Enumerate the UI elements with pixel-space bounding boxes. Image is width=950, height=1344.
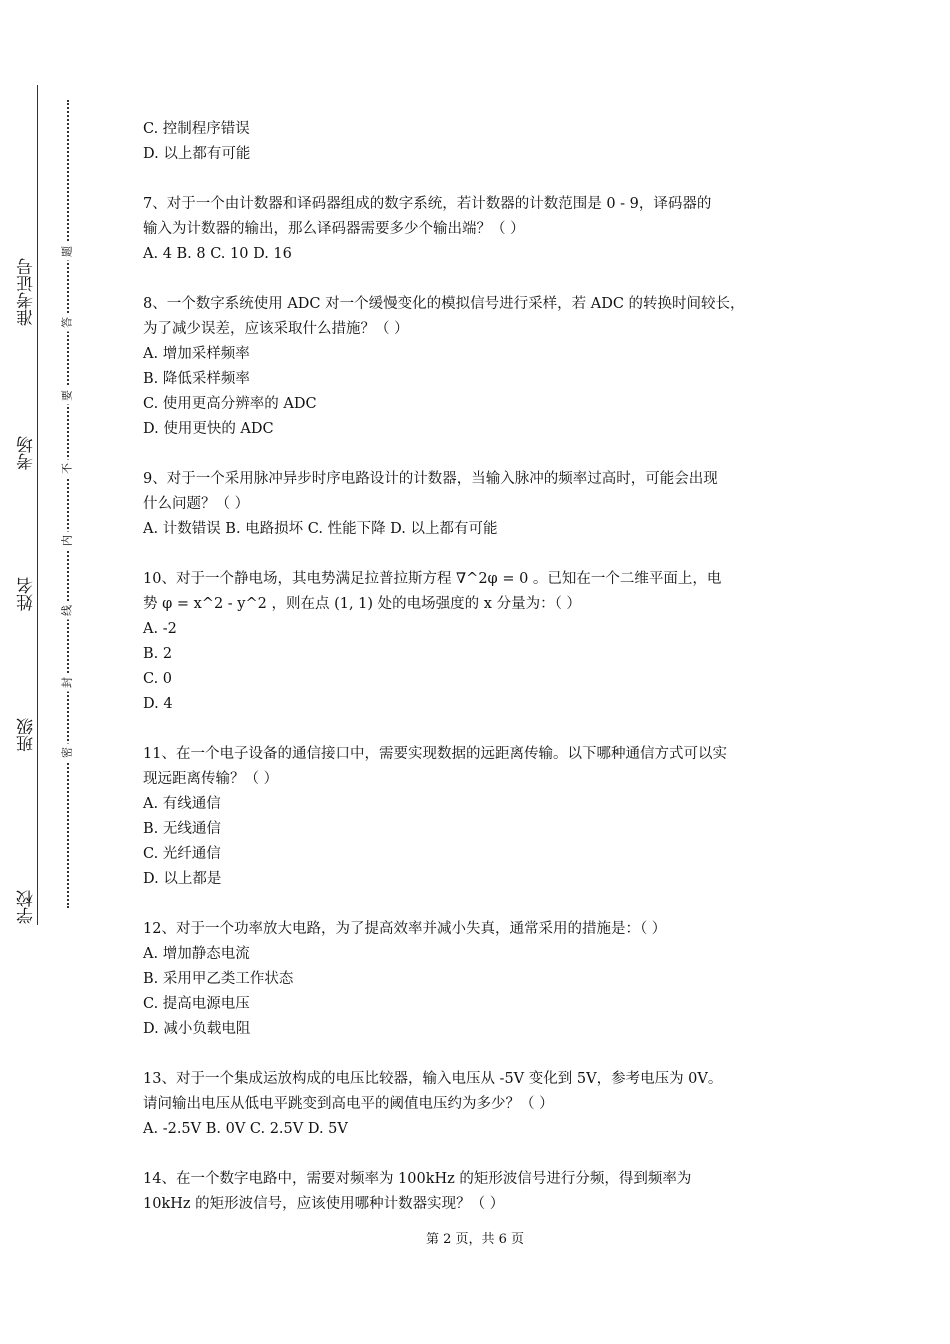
- question-stem: 什么问题？（ ）: [143, 496, 250, 512]
- seal-char: 封: [62, 674, 73, 692]
- class-label: 班级: [17, 718, 37, 752]
- school-label: 学校: [17, 890, 37, 924]
- exam-id-label: 准考证号: [17, 258, 37, 326]
- question-14: [143, 1167, 833, 1217]
- question-7: [143, 192, 833, 267]
- question-stem: 13、对于一个集成运放构成的电压比较器，输入电压从 -5V 变化到 5V，参考电压为 0V。: [143, 1071, 723, 1087]
- question-9: [143, 467, 833, 542]
- option-b: B. 2: [143, 646, 173, 662]
- question-stem: 14、在一个数字电路中，需要对频率为 100kHz 的矩形波信号进行分频，得到频率为: [143, 1171, 692, 1187]
- exam-room-label: 考场: [17, 436, 37, 470]
- question-stem: 现远距离传输？（ ）: [143, 771, 279, 787]
- option-c: C. 使用更高分辨率的 ADC: [143, 396, 317, 412]
- option-b: B. 无线通信: [143, 821, 221, 837]
- seal-char: 线: [62, 602, 73, 620]
- option-c: C. 0: [143, 671, 173, 687]
- option-c: C. 提高电源电压: [143, 996, 250, 1012]
- question-list: [143, 117, 833, 1217]
- name-label: 姓名: [17, 577, 37, 611]
- question-stem: 10kHz 的矩形波信号，应该使用哪种计数器实现？（ ）: [143, 1196, 505, 1212]
- question-stem: 7、对于一个由计数器和译码器组成的数字系统，若计数器的计数范围是 0 - 9，译码器的: [143, 196, 712, 212]
- question-stem: 10、对于一个静电场，其电势满足拉普拉斯方程 ∇^2φ = 0 。已知在一个二维平面上，电: [143, 571, 722, 587]
- question-12: [143, 917, 833, 1042]
- option-line: A. 4 B. 8 C. 10 D. 16: [143, 246, 292, 262]
- seal-char: 内: [62, 532, 73, 550]
- question-stem: 为了减少误差，应该采取什么措施？（ ）: [143, 321, 409, 337]
- option-c: C. 光纤通信: [143, 846, 221, 862]
- option-a: A. 增加采样频率: [143, 346, 250, 362]
- question-11: [143, 742, 833, 892]
- question-stem: 12、对于一个功率放大电路，为了提高效率并减小失真，通常采用的措施是：（ ）: [143, 921, 667, 937]
- seal-char: 答: [62, 314, 73, 332]
- seal-char: 题: [62, 243, 73, 261]
- binding-margin: [0, 0, 90, 1344]
- question-stem: 请问输出电压从低电平跳变到高电平的阈值电压约为多少？（ ）: [143, 1096, 554, 1112]
- option-d: D. 4: [143, 696, 173, 712]
- question-stem: 9、对于一个采用脉冲异步时序电路设计的计数器，当输入脉冲的频率过高时，可能会出现: [143, 471, 718, 487]
- question-stem: 势 φ = x^2 - y^2 ，则在点 (1, 1) 处的电场强度的 x 分量为：（ ）: [143, 596, 581, 612]
- seal-dotted-line: [67, 100, 69, 908]
- question-10: [143, 567, 833, 717]
- question-8: [143, 292, 833, 442]
- binding-solid-line: [37, 85, 38, 925]
- option-a: A. 增加静态电流: [143, 946, 250, 962]
- question-stem: 输入为计数器的输出，那么译码器需要多少个输出端？（ ）: [143, 221, 525, 237]
- option-line: A. 计数错误 B. 电路损坏 C. 性能下降 D. 以上都有可能: [143, 521, 498, 537]
- question-stem: 8、一个数字系统使用 ADC 对一个缓慢变化的模拟信号进行采样，若 ADC 的转换时间较长，: [143, 296, 745, 312]
- question-13: [143, 1067, 833, 1142]
- option-d: D. 以上都是: [143, 871, 222, 887]
- option-b: B. 采用甲乙类工作状态: [143, 971, 294, 987]
- seal-char: 密: [62, 744, 73, 762]
- page-number: 第 2 页，共 6 页: [425, 1232, 525, 1247]
- option-a: A. -2: [143, 621, 177, 637]
- question-stem: 11、在一个电子设备的通信接口中，需要实现数据的远距离传输。以下哪种通信方式可以实: [143, 746, 727, 762]
- option-line: D. 以上都有可能: [143, 146, 251, 162]
- option-a: A. 有线通信: [143, 796, 221, 812]
- option-b: B. 降低采样频率: [143, 371, 250, 387]
- seal-char: 不: [62, 460, 73, 478]
- option-line: C. 控制程序错误: [143, 121, 250, 137]
- question-6-continuation: [143, 117, 833, 167]
- option-line: A. -2.5V B. 0V C. 2.5V D. 5V: [143, 1121, 348, 1137]
- option-d: D. 使用更快的 ADC: [143, 421, 274, 437]
- option-d: D. 减小负载电阻: [143, 1021, 251, 1037]
- seal-char: 要: [62, 387, 73, 405]
